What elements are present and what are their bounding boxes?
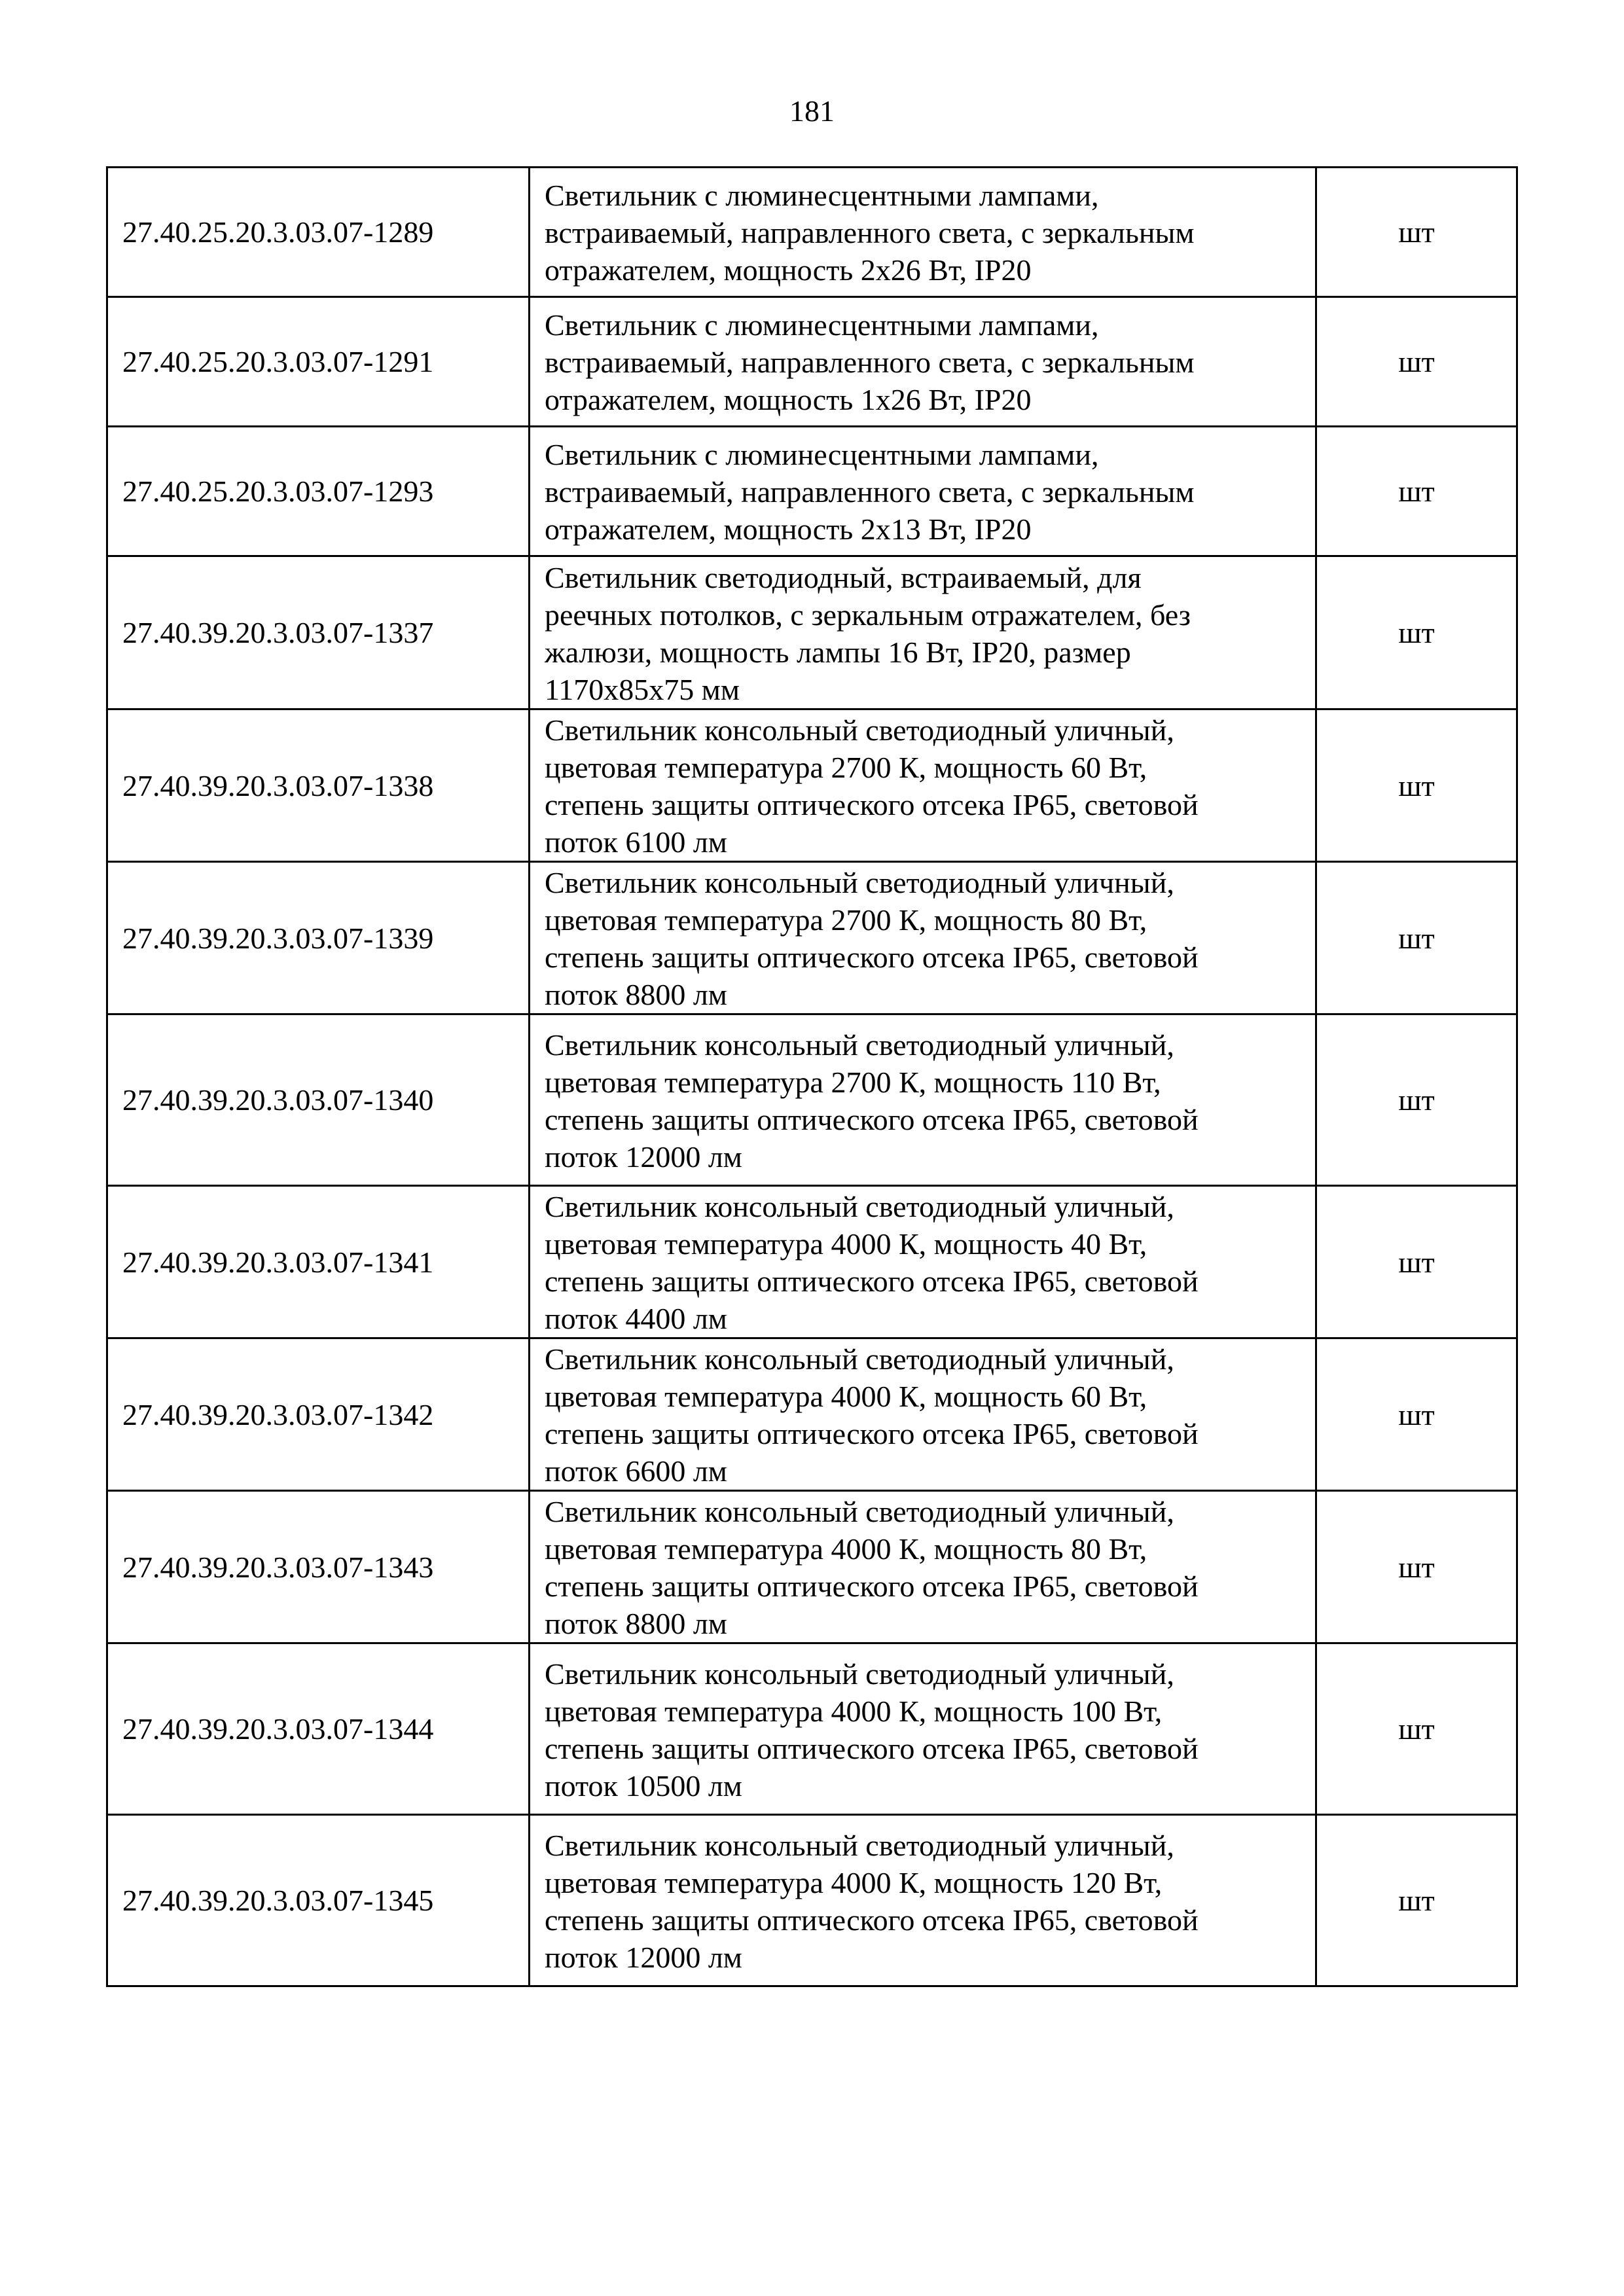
item-unit: шт xyxy=(1316,1014,1517,1186)
description-line: поток 8800 лм xyxy=(545,978,727,1011)
table-row xyxy=(107,1643,1517,1815)
table-row xyxy=(107,709,1517,862)
item-unit: шт xyxy=(1316,556,1517,709)
description-line: цветовая температура 4000 К, мощность 100 Вт, xyxy=(545,1694,1163,1728)
description-line: поток 12000 лм xyxy=(545,1139,742,1174)
item-unit: шт xyxy=(1316,1815,1517,1986)
item-code: 27.40.39.20.3.03.07-1345 xyxy=(107,1815,530,1986)
description-line: встраиваемый, направленного света, с зеркальным xyxy=(545,346,1195,379)
item-code: 27.40.39.20.3.03.07-1340 xyxy=(107,1014,530,1186)
description-line: цветовая температура 4000 К, мощность 60 Вт, xyxy=(545,1380,1147,1413)
description-line: цветовая температура 4000 К, мощность 40 Вт, xyxy=(545,1227,1147,1261)
item-code: 27.40.39.20.3.03.07-1338 xyxy=(107,709,530,862)
table-row xyxy=(107,1186,1517,1338)
item-code: 27.40.25.20.3.03.07-1293 xyxy=(107,427,530,556)
item-unit: шт xyxy=(1316,297,1517,427)
item-unit: шт xyxy=(1316,168,1517,297)
description-line: поток 6600 лм xyxy=(545,1454,727,1488)
description-line: Светильник консольный светодиодный уличный, xyxy=(545,1657,1174,1691)
item-code: 27.40.25.20.3.03.07-1291 xyxy=(107,297,530,427)
description-line: жалюзи, мощность лампы 16 Вт, IP20, размер xyxy=(545,635,1131,669)
description-line: Светильник консольный светодиодный уличный, xyxy=(545,1828,1174,1862)
description-line: встраиваемый, направленного света, с зеркальным xyxy=(545,475,1195,509)
table-row xyxy=(107,862,1517,1014)
table-row xyxy=(107,1014,1517,1186)
item-code: 27.40.39.20.3.03.07-1342 xyxy=(107,1338,530,1491)
description-line: степень защиты оптического отсека IP65, световой xyxy=(545,1265,1199,1298)
description-line: степень защиты оптического отсека IP65, световой xyxy=(545,1102,1199,1136)
description-line: цветовая температура 2700 К, мощность 110 Вт, xyxy=(545,1065,1161,1099)
table-row xyxy=(107,297,1517,427)
item-description xyxy=(530,1643,1316,1815)
description-line: Светильник с люминесцентными лампами, xyxy=(545,308,1099,342)
item-description xyxy=(530,297,1316,427)
description-line: степень защиты оптического отсека IP65, световой xyxy=(545,1570,1199,1603)
item-description xyxy=(530,1014,1316,1186)
item-unit: шт xyxy=(1316,1491,1517,1643)
description-line: поток 6100 лм xyxy=(545,825,727,859)
table-row xyxy=(107,427,1517,556)
item-code: 27.40.39.20.3.03.07-1343 xyxy=(107,1491,530,1643)
item-unit: шт xyxy=(1316,1338,1517,1491)
description-line: поток 4400 лм xyxy=(545,1302,727,1335)
description-line: поток 12000 лм xyxy=(545,1940,742,1974)
description-line: степень защиты оптического отсека IP65, световой xyxy=(545,1731,1199,1765)
item-description xyxy=(530,1338,1316,1491)
description-line: степень защиты оптического отсека IP65, световой xyxy=(545,788,1199,821)
description-line: Светильник консольный светодиодный уличный, xyxy=(545,713,1174,747)
description-line: Светильник светодиодный, встраиваемый, для xyxy=(545,560,1142,594)
items-table xyxy=(106,166,1518,1987)
description-line: Светильник консольный светодиодный уличный, xyxy=(545,1190,1174,1223)
description-line: Светильник консольный светодиодный уличный, xyxy=(545,1495,1174,1528)
description-line: Светильник с люминесцентными лампами, xyxy=(545,179,1099,212)
item-code: 27.40.39.20.3.03.07-1337 xyxy=(107,556,530,709)
item-code: 27.40.39.20.3.03.07-1344 xyxy=(107,1643,530,1815)
description-line: степень защиты оптического отсека IP65, световой xyxy=(545,1417,1199,1450)
item-description xyxy=(530,168,1316,297)
item-description xyxy=(530,1186,1316,1338)
description-line: цветовая температура 4000 К, мощность 120 Вт, xyxy=(545,1865,1163,1899)
item-unit: шт xyxy=(1316,862,1517,1014)
description-line: цветовая температура 4000 К, мощность 80 Вт, xyxy=(545,1532,1147,1566)
description-line: цветовая температура 2700 К, мощность 80 Вт, xyxy=(545,903,1147,937)
item-description xyxy=(530,862,1316,1014)
description-line: степень защиты оптического отсека IP65, световой xyxy=(545,941,1199,974)
description-line: отражателем, мощность 2x13 Вт, IP20 xyxy=(545,512,1032,546)
item-description xyxy=(530,1815,1316,1986)
description-line: Светильник консольный светодиодный уличный, xyxy=(545,866,1174,899)
table-row xyxy=(107,1338,1517,1491)
table-row xyxy=(107,1815,1517,1986)
table-row xyxy=(107,556,1517,709)
description-line: Светильник с люминесцентными лампами, xyxy=(545,438,1099,471)
item-description xyxy=(530,556,1316,709)
description-line: Светильник консольный светодиодный уличный, xyxy=(545,1342,1174,1376)
table-row xyxy=(107,1491,1517,1643)
description-line: цветовая температура 2700 К, мощность 60 Вт, xyxy=(545,751,1147,784)
page-number: 181 xyxy=(789,94,835,128)
item-description xyxy=(530,427,1316,556)
item-code: 27.40.39.20.3.03.07-1341 xyxy=(107,1186,530,1338)
item-code: 27.40.39.20.3.03.07-1339 xyxy=(107,862,530,1014)
description-line: степень защиты оптического отсека IP65, световой xyxy=(545,1903,1199,1937)
item-unit: шт xyxy=(1316,1643,1517,1815)
description-line: реечных потолков, с зеркальным отражателем, без xyxy=(545,598,1191,632)
item-unit: шт xyxy=(1316,427,1517,556)
description-line: Светильник консольный светодиодный уличный, xyxy=(545,1028,1174,1062)
description-line: поток 8800 лм xyxy=(545,1607,727,1640)
description-line: отражателем, мощность 1x26 Вт, IP20 xyxy=(545,383,1032,416)
description-line: поток 10500 лм xyxy=(545,1768,742,1803)
description-line: 1170x85x75 мм xyxy=(545,672,740,706)
item-unit: шт xyxy=(1316,1186,1517,1338)
table-row xyxy=(107,168,1517,297)
item-description xyxy=(530,709,1316,862)
description-line: встраиваемый, направленного света, с зеркальным xyxy=(545,216,1195,249)
item-description xyxy=(530,1491,1316,1643)
item-code: 27.40.25.20.3.03.07-1289 xyxy=(107,168,530,297)
item-unit: шт xyxy=(1316,709,1517,862)
description-line: отражателем, мощность 2x26 Вт, IP20 xyxy=(545,253,1032,287)
